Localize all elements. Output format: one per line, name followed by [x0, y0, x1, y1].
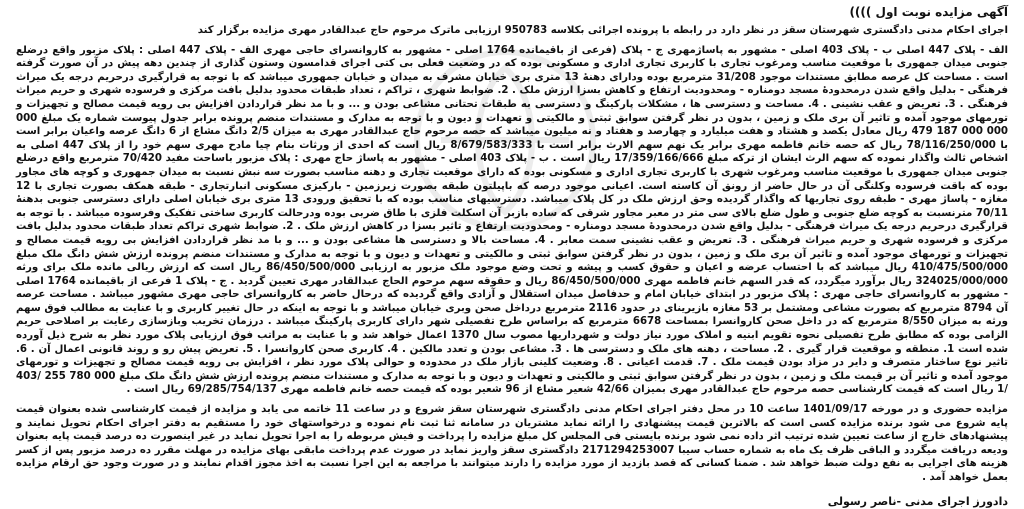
signature: دادورز اجرای مدنی -ناصر رسولی [827, 494, 1008, 508]
notice-title: آگهی مزایده نوبت اول )))) [849, 5, 1008, 19]
intro-paragraph: اجرای احکام مدنی دادگستری شهرستان سقز در نظر دارد در رابطه با پرونده اجرائی بکلاسه 950783 ارزیابی ماترک مرحوم حاج عبدالقادر مهری مزایده برگزار کند [197, 25, 1008, 36]
auction-terms-paragraph: مزایده حضوری و در مورخه 1401/09/17 ساعت 10 در محل دفتر اجرای احکام مدنی دادگستری شهرستان سقز شروع و در ساعت 11 خاتمه می یابد و مزایده از قیمت کارشناسی شده بعنوان قیمت پایه شروع می شود برنده مزایده کسی است که بالاترین قیمت پیشنهادی را ارائه نماید مشتریان در سامانه ثنا ثبت نام نموده و درخواستهای خود را مستقیم به دفتر اجرای احکام تحویل نمایند و پیشنهادهای خارج از ساعت تعیین شده ترتیب اثر داده نمی شود برنده بایستی فی المجلس کل مبلغ مزایده را پرداخت و فیش مربوطه را به اجرا تحویل نماید در غیر اینصورت ده درصد قیمت پایه بعنوان ودیعه دریافت میگردد و الباقی ظرف یک ماه به شماره حساب سیبا 2171294253007 دادگستری سقز واریز نماید در صورت عدم پرداخت مابقی بهای مزایده در مهلت مقرر ده درصد مزبور پس از کسر هزینه های اجرایی به نفع دولت ضبط خواهد شد . ضمنا کسانی که قصد بازدید از مورد مزایده را دارند میتوانند با مراجعه به این اجرا نسبت به اخذ مجوز اقدام نمایند و در صورت وجود حق ارقام مزایده بعمل خواهد آمد . [16, 404, 1008, 483]
property-details-paragraph: الف - پلاک 447 اصلی ب - پلاک 403 اصلی - مشهور به پاساژمهری ج - پلاک (فرعی از باقیمانده 1764 اصلی - مشهور به کاروانسرای حاجی مهری الف - پلاک 447 اصلی : پلاک مزبور واقع درضلع جنوبی میدان جمهوری با موقعیت مناسب ومرغوب تجاری با کاربری تجاری اداری و مسکونی بوده که در وضعیت فعلی بی کتی اجرای قدامسون وستون گذاری از چندین دهه پیش در آن صورت گرفته است . مساحت کل عرصه مطابق مستندات موجود 31/208 مترمربع بوده ودارای دهنهٔ 13 متری بری خیابان مشرف به میدان و خیابان جمهوری میباشد که با توجه به قرارگیری درحریم درجه یک میراث فرهنگی - بدلیل واقع شدن درمحدودهٔ مسجد دومناره - ومحدودیت ارتفاع و کاهش بسزا ارزش ملک . 2. ضوابط شهری ، تراکم ، تعداد طبقات محدود بدلیل بافت مرکزی و فرسوده شهری و حریم میراث فرهنگی . 3. تعریض و عقب نشینی . 4. مساحت و دسترسی ها ، مشکلات پارکینگ و دسترسی به طبقات تحتانی مشاعی بودن و ... و با مد نظر قراردادن افزایش بی رویه قیمت مصالح و تجهیزات و تورمهای موجود آمده و تاثیر آن بری ملک و زمین ، بدون در نظر گرفتن سوابق ثبتی و مالکیتی و تعهدات و دیون و با توجه به مدارک و مستندات منضم پرونده برابر جدول پیوست شماره یک مبلغ 000 000 000 187 479 ریال معادل یکصد و هشتاد و هفت میلیارد و چهارصد و هفتاد و نه میلیون میباشد که حصه مرحوم حاج عبدالقادر مهری به میزان 2/5 دانگ مشاع از 6 دانگ عرصه واعیان برابر است با 78/116/250/000 ریال که حصه خانم فاطمه مهری برابر یک نهم سهم الارث برابر است با 8/679/583/333 ریال است که احدی از ورثات بنام چیا مادح مهری سهم خود را از پلاک 447 اصلی به اشخاص ثالث واگذار نموده که سهم الرث ایشان از ترکه مبلغ 17/359/166/666 ریال است . ب - پلاک 403 اصلی - مشهور به پاساژ حاج مهری : پلاک مزبور باساحت مفید 70/420 مترمربع واقع درضلع جنوبی میدان جمهوری با موقعیت مناسب ومرغوب شهری با کاربری تجاری اداری و مسکونی بوده که دارای موقعیت تجاری و دهنه مناسب بصورت سه نبش نسبت به میدان جمهوری و کوچه های مجاور بوده که باقت فرسوده وکلنگی آن در حال حاضر از رونق آن کاسته است. اعیانی موجود درصه که باپیلتون طبقه بصورت زیرزمین - بارکیزی مسکونی انبارتجاری - طبقه همکف بصورت تجاری با 12 مغازه - پاساژ مهری - طبقه روی تجاریها که واگذار گردیده وحق ارزش ملک در کل پلاک میباشد. دسترسیهای مناسب بوده که با تحقیق ورودی 13 متری بری خیابان اصلی دارای دسترسی جنوبی بدهنهٔ 70/11 مترنسبت به کوچه ضلع جنوبی و طول ضلع بالای سی متر در معبر مجاور شرقی که ساده بازبر آن اسکلت فلزی با طاق ضربی بوده ودرحالت کاربری ساختی تفکیک وفرسوده میباشد . با توجه به قرارگیری درحریم درجه یک میراث فرهنگی - بدلیل واقع شدن درمحدودهٔ مسجد دومناره - ومحدودیت ارتفاع و تاثیر بسزا در کاهش ارزش ملک . 2. ضوابط شهری تراکم تعداد طبقات محدود بدلیل بافت مرکزی و فرسوده شهری و حریم میراث فرهنگی . 3. تعریض و عقب نشینی سمت معابر . 4. مساحت بالا و دسترسی ها مشاعی بودن و ... و با مد نظر قراردادن افزایش بی رویه قیمت مصالح و تجهیزات و تورمهای موجود آمده و تاثیر آن بری ملک و زمین ، بدون در نظر گرفتن سوابق ثبتی و مالکیتی و تعهدات و دیون و با توجه به مدارک و مستندات منضم پرونده ارزش شش دانگ ملک مبلغ 410/475/500/000 ریال میباشد که با احتساب عرضه و اعیان و حقوق کسب و پیشه و تحت وضع موجود ملک مزبور به ارزیابی 86/450/500/000 ریال است که ارزش ریالی مانده ملک برای ورثه 324025/000/000 ریال برآورد میگردد، که قدر السهم خانم فاطمه مهری 86/450/500/000 ریال و حقوقه سهم مرحوم الحاج عبدالقادر مهری تعیین گردید . ج - پلاک 1 فرعی از باقیمانده 1764 اصلی - مشهور به کاروانسرای حاجی مهری : پلاک مزبور در ابتدای خیابان امام و حدفاصل میدان استقلال و آزادی واقع گردیده که درحال حاضر به کاروانسرای حاجی مهری مشهور میباشد . مساحت عرصه آن 8794 مترمربع که بصورت مشاعی ومشتمل بر 53 مغازه بازیرینای در حدود 2116 مترمربع درداخل صحن وبری خیابان میباشد و با توجه به اینکه در حال تغییر کاربری و با عنایت به مطالب فوق سهم ورثه به میزان 8/550 مترمربع که در داخل صحن کاروانسرا بمساحت 6678 مترمربع که براساس طرح تفصیلی شهر دارای کاربری پارکینگ میباشد . درزمان تخریب وبازسازی رعایت بر اصلاحی حریم الزامی بوده که مطابق طرح تفصیلی نحوه تقویم ابنیه و املاک مورد نیاز دولت و شهرداریها مصوب سال 1370 اعمال خواهد شد و با عنایت به مراتب فوق ارزیابی پلاک مورد نظر به شرح ذیل آورده شده است 1. منطقه و موقعیت قرار گیری . 2. مساحت ، دهنه های ملک و دسترسی ها . 3. مشاعی بودن و تعدد مالکین . 4. کاربری صحن کاروانسرا . 5. تعریض پیش رو و روند قانونی اعمال آن . 6. تاثیر نوع ساختار متصرف و دایر در مزاد بودن قیمت ملک . 7. قدمت اعیانی . 8. وضعیت کلینی بازار ملک در محدوده و حوالی پلاک مورد نظر ، افزایش بی رویه قیمت مصالح و تجهیزات و تورمهای موجود آمده و تاثیر آن بر قیمت ملک و زمین ، بدون در نظر گرفتن سوابق ثبتی و مالکیتی و تعهدات و دیون و با توجه به مدارک و مستندات منضم پرونده ارزش شش دانگ ملک مبلغ 000 780 255 /403 /1 ریال است که قیمت کارشناسی حصه مرحوم حاج عبدالقادر مهری بمیزان 42/66 شعیر مشاع از 96 شعیر بوده که قیمت حصه خانم فاطمه مهری 69/285/754/137 ریال است . [16, 44, 1009, 396]
